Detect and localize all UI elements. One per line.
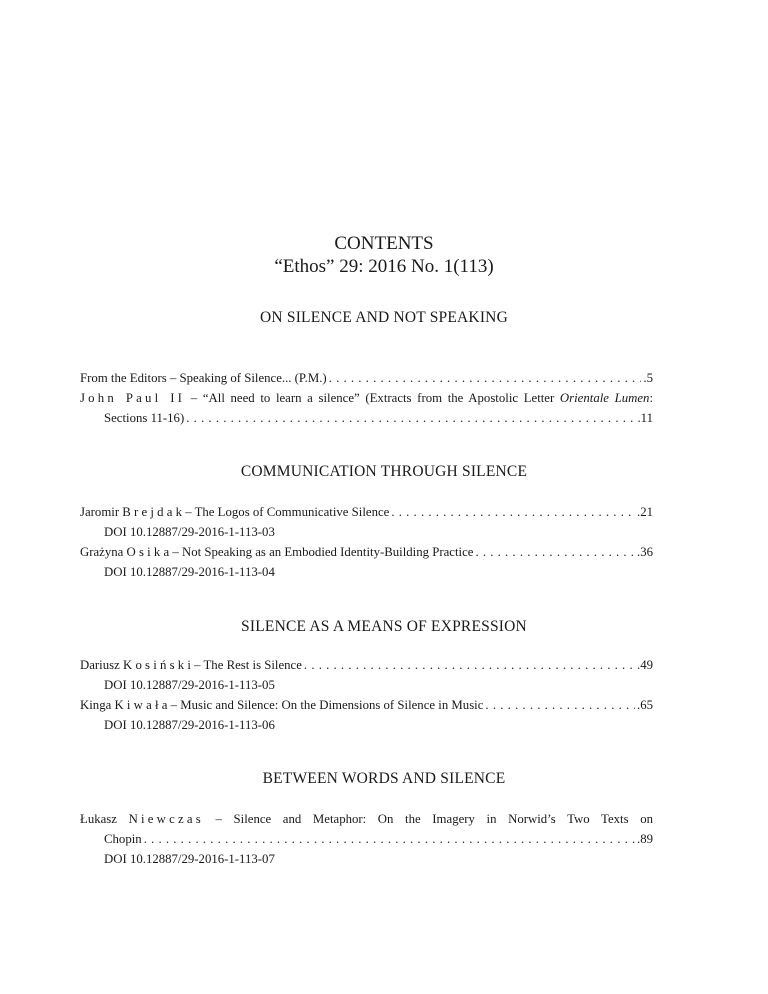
entry-author: Kiwała — [114, 698, 171, 712]
section-heading: BETWEEN WORDS AND SILENCE — [262, 770, 506, 787]
toc-entry[interactable] — [80, 695, 653, 735]
doi-link[interactable]: DOI 10.12887/29-2016-1-113-07 — [104, 852, 275, 866]
page-number: .11 — [637, 411, 653, 425]
page-number: .21 — [637, 505, 653, 519]
dot-leader — [304, 655, 635, 675]
contents-title: CONTENTS — [334, 233, 434, 254]
toc-entry[interactable] — [80, 388, 653, 428]
entry-author-first: Kinga — [80, 698, 112, 712]
entry-author-first: Grażyna — [80, 545, 124, 559]
dot-leader — [475, 542, 635, 562]
section-heading: SILENCE AS A MEANS OF EXPRESSION — [241, 618, 527, 635]
toc-entry[interactable] — [80, 655, 653, 695]
section-heading: ON SILENCE AND NOT SPEAKING — [260, 309, 508, 326]
doi-link[interactable]: DOI 10.12887/29-2016-1-113-05 — [104, 678, 275, 692]
toc-entry[interactable] — [80, 809, 653, 869]
journal-issue-subtitle: “Ethos” 29: 2016 No. 1(113) — [274, 256, 494, 277]
entry-title: – Not Speaking as an Embodied Identity-Building Practice — [172, 545, 474, 559]
doi-link[interactable]: DOI 10.12887/29-2016-1-113-03 — [104, 525, 275, 539]
dot-leader — [485, 695, 635, 715]
page-number: .89 — [637, 832, 653, 846]
entry-title: – “All need to learn a silence” (Extracts from the Apostolic Letter — [185, 391, 560, 405]
entry-author: John Paul II — [80, 391, 186, 405]
entry-title: From the Editors – Speaking of Silence... (P.M.) — [80, 371, 327, 385]
dot-leader — [144, 829, 635, 849]
entry-title-continuation: Sections 11-16) — [104, 411, 185, 425]
dot-leader — [186, 408, 635, 428]
section-heading: COMMUNICATION THROUGH SILENCE — [240, 463, 528, 480]
doi-link[interactable]: DOI 10.12887/29-2016-1-113-06 — [104, 718, 275, 732]
entry-author-first: Jaromir — [80, 505, 120, 519]
dot-leader — [329, 368, 642, 388]
entry-title: – The Rest is Silence — [194, 658, 302, 672]
page-number: .36 — [637, 545, 653, 559]
entry-title: – The Logos of Communicative Silence — [185, 505, 390, 519]
entry-author: Kosiński — [123, 658, 195, 672]
entry-title-italic: Orientale Lumen — [559, 391, 650, 405]
entry-author: Niewczas — [128, 812, 204, 826]
page-number: .65 — [637, 698, 653, 712]
entry-author-first: Dariusz — [80, 658, 120, 672]
entry-title: – Silence and Metaphor: On the Imagery in Norwid’s Two Texts on — [203, 812, 653, 826]
entry-author: Brejdak — [122, 505, 186, 519]
entry-title-end: : — [649, 391, 653, 405]
toc-entry[interactable] — [80, 368, 653, 388]
dot-leader — [391, 502, 635, 522]
toc-entry[interactable] — [80, 542, 653, 582]
doi-link[interactable]: DOI 10.12887/29-2016-1-113-04 — [104, 565, 275, 579]
page-number: .49 — [637, 658, 653, 672]
entry-title: – Music and Silence: On the Dimensions of Silence in Music — [170, 698, 484, 712]
toc-entry[interactable] — [80, 502, 653, 542]
entry-author-first: Łukasz — [80, 812, 117, 826]
page-number: .5 — [643, 371, 653, 385]
entry-title-continuation: Chopin — [104, 832, 142, 846]
entry-author: Osika — [126, 545, 173, 559]
